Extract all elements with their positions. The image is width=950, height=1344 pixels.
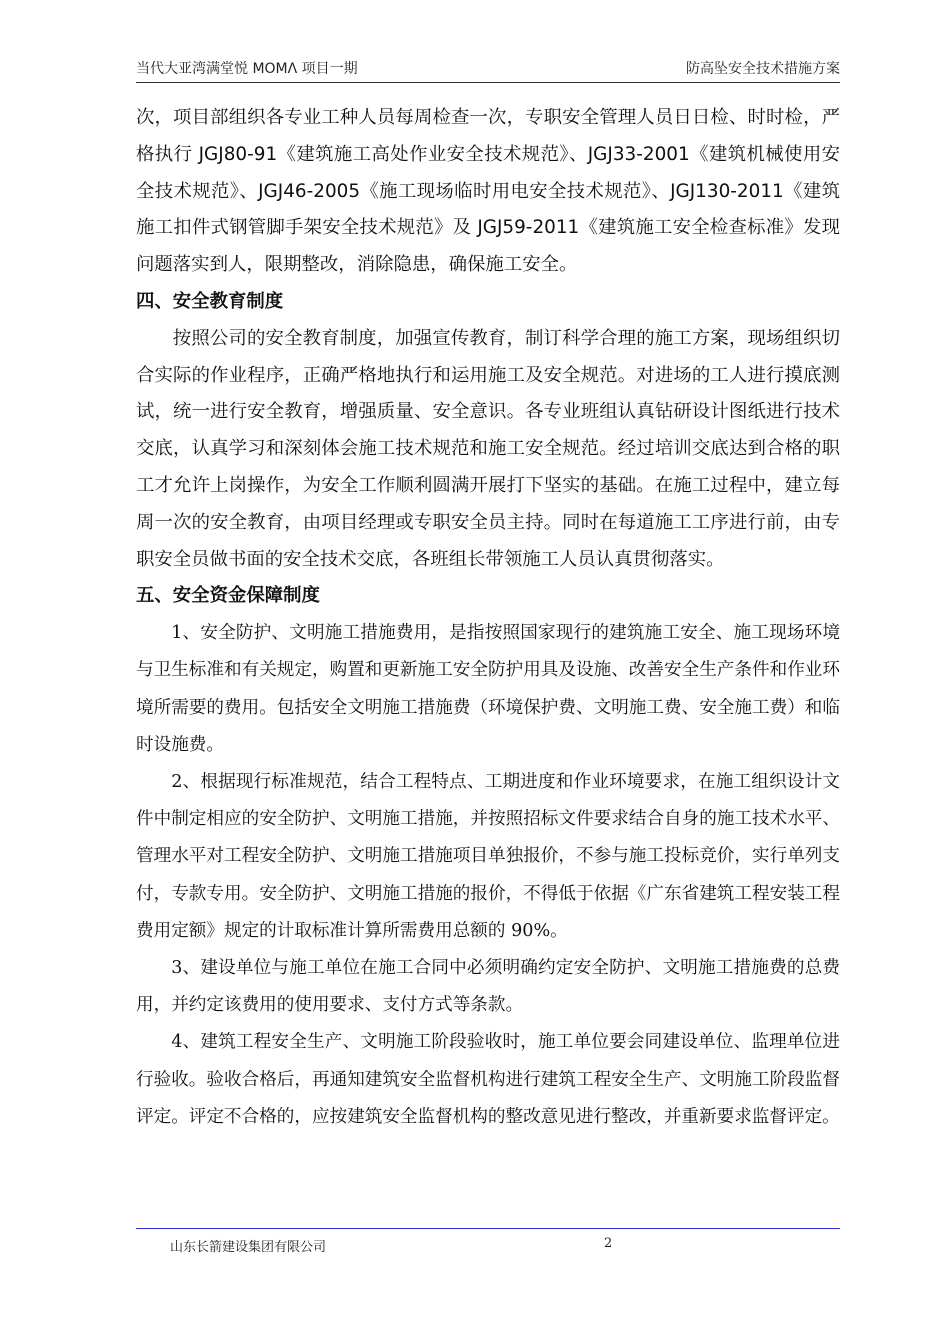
section-5-item-2: 2、根据现行标准规范，结合工程特点、工期进度和作业环境要求，在施工组织设计文件中制定相应的安全防护、文明施工措施，并按照招标文件要求结合自身的施工技术水平、管理水平对工程安全防护、文明施工措施项目单独报价，不参与施工投标竞价，实行单列支付，专款专用。安全防护、文明施工措施的报价，不得低于依据《广东省建筑工程安装工程费用定额》规定的计取标准计算所需费用总额的 90%。 — [136, 771, 840, 941]
paragraph-continued: 次，项目部组织各专业工种人员每周检查一次，专职安全管理人员日日检、时时检，严格执行 JGJ80-91《建筑施工高处作业安全技术规范》、JGJ33-2001《建筑机械使用安全技术规范》、JGJ46-2005《施工现场临时用电安全技术规范》、JGJ130-2011《建筑施工扣件式钢管脚手架安全技术规范》及 JGJ59-2011《建筑施工安全检查标准》发现问题落实到人，限期整改，消除隐患，确保施工安全。 — [136, 107, 840, 276]
section-5-item-1: 1、安全防护、文明施工措施费用，是指按照国家现行的建筑施工安全、施工现场环境与卫生标准和有关规定，购置和更新施工安全防护用具及设施、改善安全生产条件和作业环境所需要的费用。包括安全文明施工措施费（环境保护费、文明施工费、安全施工费）和临时设施费。 — [136, 623, 840, 755]
header-divider — [136, 82, 840, 83]
section-5-item-4: 4、建筑工程安全生产、文明施工阶段验收时，施工单位要会同建设单位、监理单位进行验收。验收合格后，再通知建筑安全监督机构进行建筑工程安全生产、文明施工阶段监督评定。评定不合格的，应按建筑安全监督机构的整改意见进行整改，并重新要求监督评定。 — [136, 1032, 840, 1127]
document-body — [136, 100, 840, 1136]
header-document-title: 防高坠安全技术措施方案 — [686, 61, 840, 77]
footer-divider — [136, 1228, 840, 1229]
section-5-heading: 五、安全资金保障制度 — [136, 585, 320, 607]
section-5-item-3: 3、建设单位与施工单位在施工合同中必须明确约定安全防护、文明施工措施费的总费用，并约定该费用的使用要求、支付方式等条款。 — [136, 957, 840, 1016]
section-4-heading: 四、安全教育制度 — [136, 290, 284, 312]
footer-company-name: 山东长箭建设集团有限公司 — [170, 1240, 327, 1255]
header-project-name: 当代大亚湾满堂悦 MOMΛ 项目一期 — [136, 61, 358, 77]
page-footer — [170, 1236, 840, 1258]
page-header — [136, 58, 840, 80]
page-number: 2 — [604, 1236, 613, 1251]
section-4-paragraph: 按照公司的安全教育制度，加强宣传教育，制订科学合理的施工方案，现场组织切合实际的作业程序，正确严格地执行和运用施工及安全规范。对进场的工人进行摸底测试，统一进行安全教育，增强质量、安全意识。各专业班组认真钻研设计图纸进行技术交底，认真学习和深刻体会施工技术规范和施工安全规范。经过培训交底达到合格的职工才允许上岗操作，为安全工作顺利圆满开展打下坚实的基础。在施工过程中，建立每周一次的安全教育，由项目经理或专职安全员主持。同时在每道施工工序进行前，由专职安全员做书面的安全技术交底，各班组长带领施工人员认真贯彻落实。 — [136, 327, 840, 570]
